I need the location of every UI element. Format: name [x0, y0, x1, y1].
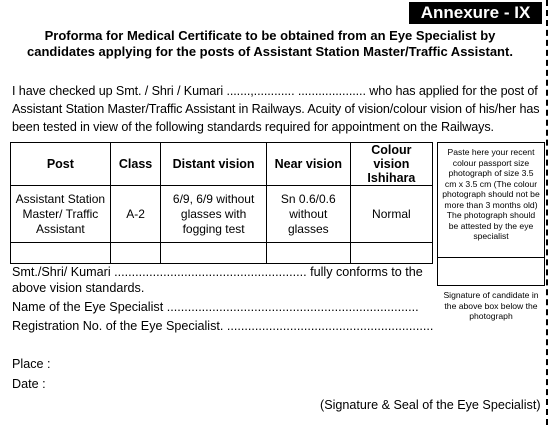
conformity-line-continued: above vision standards.: [12, 281, 145, 295]
candidate-signature-box: [437, 258, 545, 286]
cut-line-divider: [546, 0, 548, 425]
header-colour-vision: Colour vision Ishihara: [350, 143, 432, 186]
specialist-name-field: Name of the Eye Specialist ........................................................................: [12, 300, 419, 314]
registration-number-field: Registration No. of the Eye Specialist. ...........................................................: [12, 319, 434, 333]
cell-colour-vision: Normal: [350, 186, 432, 243]
signature-caption: Signature of candidate in the above box below the photograph: [443, 290, 539, 321]
header-class: Class: [110, 143, 161, 186]
intro-paragraph: I have checked up Smt. / Shri / Kumari .......,............ .................... who has applied for the post of Assistant Station Master/Traffic Assistant in Railways. Acuity of vision/colour vision of his/her has been tested in view of the following standards required for appointment on the Railways.: [12, 84, 540, 134]
header-post: Post: [11, 143, 111, 186]
signature-seal-label: (Signature & Seal of the Eye Specialist): [320, 398, 541, 412]
cell-near-vision: Sn 0.6/0.6 without glasses: [266, 186, 350, 243]
cell-distant-vision: 6/9, 6/9 without glasses with fogging test: [161, 186, 266, 243]
vision-standards-table: [10, 142, 433, 264]
table-row: [11, 186, 433, 243]
table-header-row: [11, 143, 433, 186]
cell-post: Assistant Station Master/ Traffic Assistant: [11, 186, 111, 243]
annexure-label: Annexure - IX: [409, 2, 542, 24]
date-label: Date :: [12, 377, 46, 391]
cell-class: A-2: [110, 186, 161, 243]
place-label: Place :: [12, 357, 51, 371]
table-row-empty: [11, 243, 433, 264]
photo-paste-box: Paste here your recent colour passport size photograph of size 3.5 cm x 3.5 cm (The colour photograph should not be more than 3 months old) The photograph should be attested by the eye specialist: [437, 142, 545, 258]
conformity-line: Smt./Shri/ Kumari ....................................................... fully conforms to the: [12, 265, 423, 279]
document-title: Proforma for Medical Certificate to be obtained from an Eye Specialist by candidates applying for the posts of Assistant Station Master/Traffic Assistant.: [27, 28, 513, 59]
header-distant-vision: Distant vision: [161, 143, 266, 186]
header-near-vision: Near vision: [266, 143, 350, 186]
